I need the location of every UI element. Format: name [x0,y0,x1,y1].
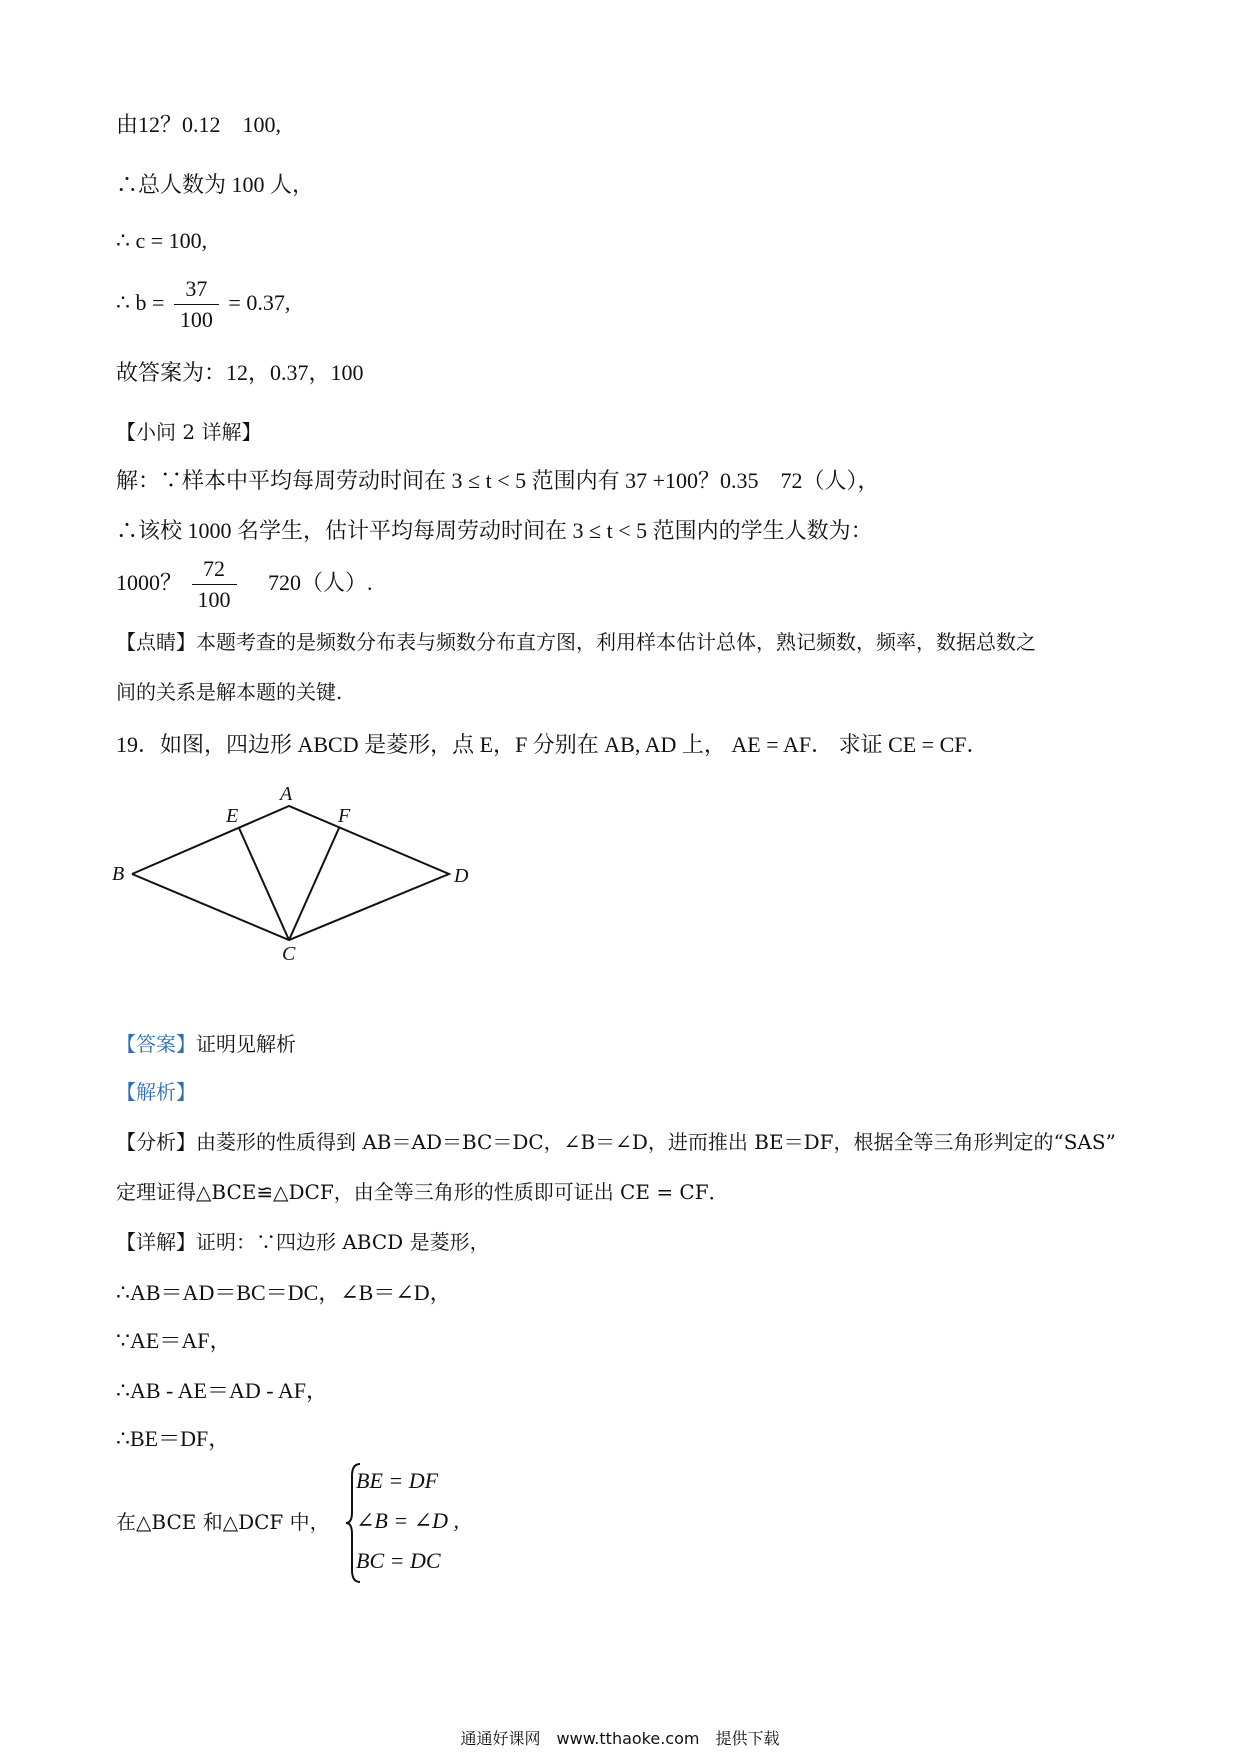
system-equation-2: ∠B = ∠D , [356,1508,460,1533]
answer-tag: 【答案】 [116,1032,196,1056]
line-2: ∴总人数为 100 人， [116,172,315,197]
line-11: 间的关系是解本题的关键. [116,680,343,704]
proof-line-6: 在△BCE 和△DCF 中， [116,1510,330,1534]
answer-text: 证明见解析 [196,1032,296,1056]
analysis-tag: 【解析】 [116,1080,196,1104]
fraction-denominator: 100 [197,587,231,613]
line-9-prefix: 1000？ [116,569,183,595]
analysis-line-2: 定理证得△BCE≌△DCF，由全等三角形的性质即可证出 CE = CF． [116,1180,729,1204]
question-19: 19．如图，四边形 ABCD 是菱形，点 E，F 分别在 AB, AD 上， AE = AF． 求证 CE = CF． [116,732,989,757]
rhombus-outline [132,806,449,940]
rhombus-figure [110,780,490,960]
proof-line-1: 【详解】证明：∵四边形 ABCD 是菱形， [116,1230,490,1254]
proof-line-3: ∵AE＝AF， [116,1328,232,1353]
system-equation-3: BC = DC [356,1548,441,1573]
line-5: 故答案为：12，0.37，100 [116,360,364,385]
label-b: B [112,863,125,885]
fraction-37-100 [174,276,219,334]
line-1: 由12？0.12 100, [116,112,282,137]
page-footer: 通通好课网 www.tthaoke.com 提供下载 [460,1729,780,1748]
line-3: ∴ c = 100, [116,228,208,253]
analysis-line-1: 【分析】由菱形的性质得到 AB＝AD＝BC＝DC，∠B＝∠D，进而推出 BE＝DF，根据全等三角形判定的“SAS” [116,1130,1116,1154]
label-a: A [280,783,293,805]
proof-line-2: ∴AB＝AD＝BC＝DC，∠B＝∠D， [116,1280,452,1305]
label-d: D [454,865,469,887]
line-4-prefix: ∴ b = [116,289,165,315]
section-heading-q2: 【小问 2 详解】 [116,420,262,444]
proof-line-5: ∴BE＝DF， [116,1426,231,1451]
label-e: E [226,805,239,827]
line-10-summary: 【点睛】本题考查的是频数分布表与频数分布直方图，利用样本估计总体，熟记频数，频率，数据总数之 [116,630,1036,654]
line-9 [116,556,373,614]
line-9-suffix: 720（人）. [246,569,373,595]
fraction-numerator: 37 [174,276,219,305]
proof-line-4: ∴AB - AE＝AD - AF， [116,1378,329,1403]
line-8: ∴该校 1000 名学生，估计平均每周劳动时间在 3 ≤ t < 5 范围内的学生人数为： [116,518,873,543]
label-f: F [338,805,351,827]
fraction-72-100 [192,556,237,614]
line-7: 解：∵样本中平均每周劳动时间在 3 ≤ t < 5 范围内有 37 +100？0.35 72（人）， [116,468,880,493]
system-equation-1: BE = DF [356,1468,439,1493]
label-c: C [282,943,296,960]
line-4 [116,276,290,334]
line-4-suffix: = 0.37, [228,289,291,315]
fraction-denominator: 100 [179,307,213,333]
answer-line [116,1032,296,1056]
fraction-numerator: 72 [192,556,237,585]
